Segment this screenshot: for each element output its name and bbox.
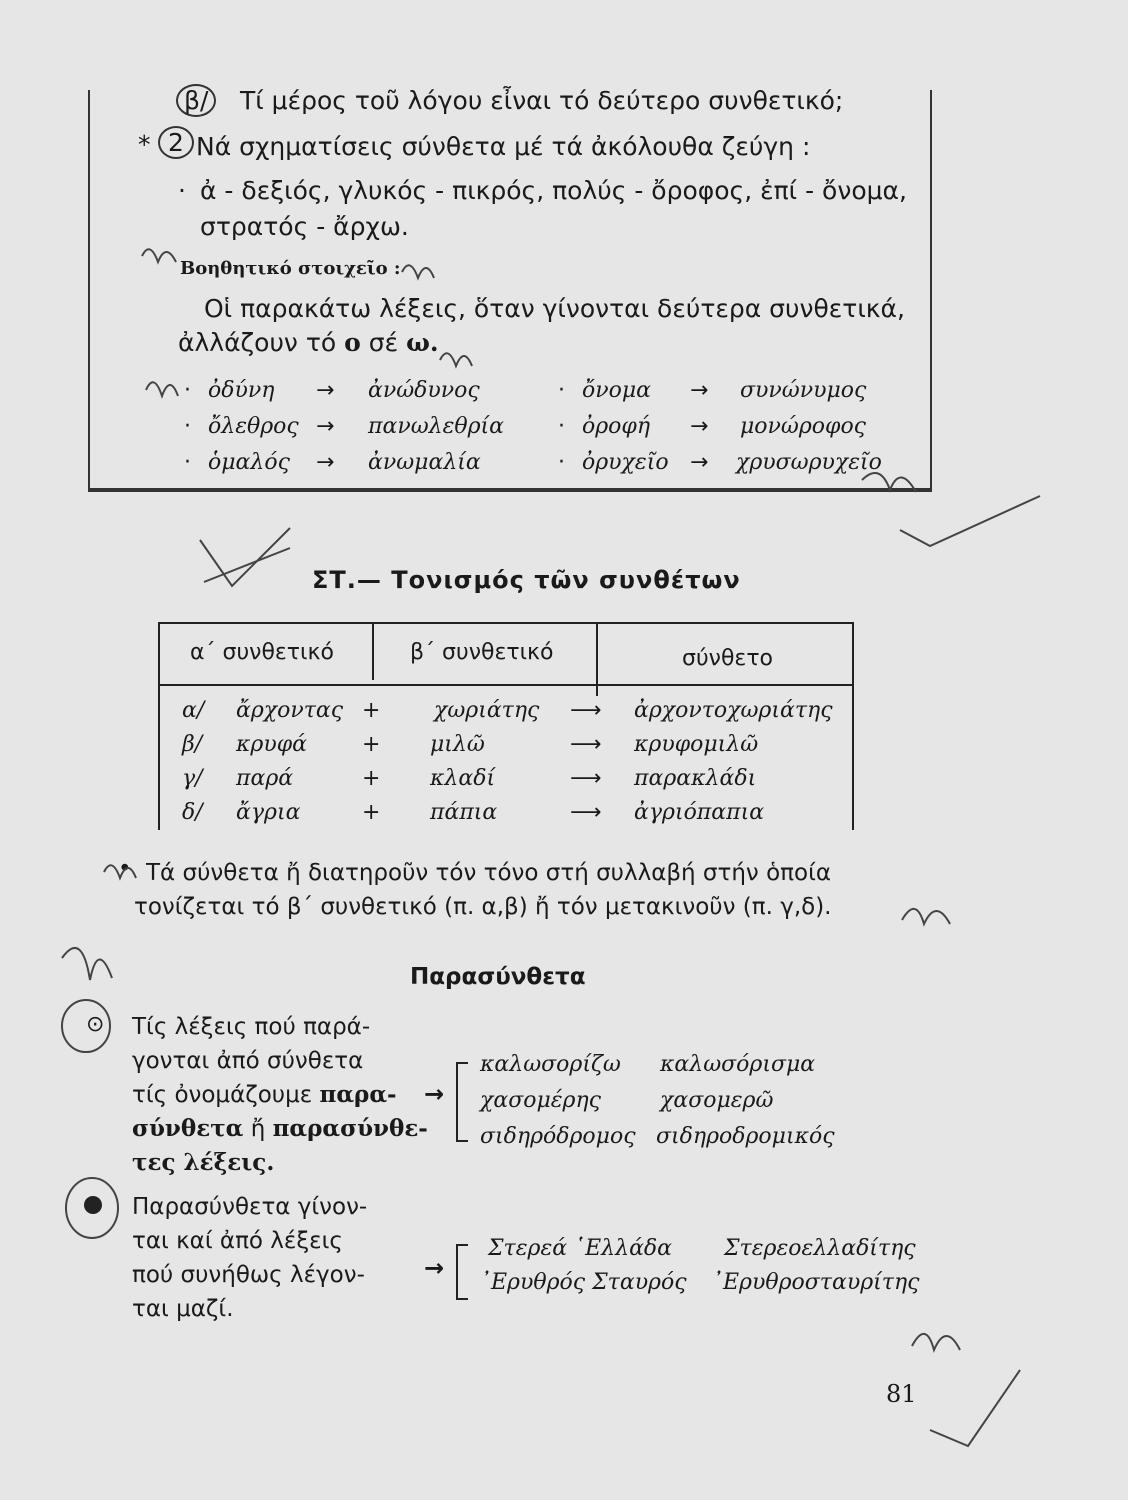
first-component: κρυφά [236, 732, 307, 757]
vocab-bullet: · [558, 378, 565, 403]
subsection-title: Παρασύνθετα [410, 964, 586, 990]
compound-word: ἀγριόπαπια [634, 800, 765, 825]
help-label: Βοηθητικό στοιχεῖο : [180, 258, 401, 279]
vocab-result: ἀνώδυνος [368, 378, 480, 403]
vocab-result: πανωλεθρία [368, 414, 505, 439]
circle-mark-icon [66, 1178, 118, 1238]
example-derived: Στερεοελλαδίτης [724, 1236, 916, 1261]
definition-line: τίς ὀνομάζουμε παρα- [132, 1081, 397, 1108]
example-word: χασομέρης [480, 1088, 601, 1113]
first-component: παρά [236, 766, 294, 791]
second-component: μιλῶ [430, 732, 485, 757]
vocab-bullet: · [558, 414, 565, 439]
table-header: σύνθετο [682, 646, 774, 671]
checkmark-icon [930, 1370, 1020, 1446]
vocab-arrow: → [690, 378, 709, 403]
example-derived: ᾿Ερυθροσταυρίτης [712, 1270, 920, 1295]
definition-line: γονται ἀπό σύνθετα [132, 1048, 364, 1074]
second-component: κλαδί [430, 766, 496, 791]
first-component: ἄγρια [236, 800, 301, 825]
example-derived: καλωσόρισμα [660, 1052, 816, 1077]
arrow-icon: → [424, 1254, 445, 1282]
handwritten-mark-icon [104, 865, 136, 878]
row-label: γ/ [182, 766, 203, 791]
question-2-bullet: · [178, 176, 186, 205]
circled-dot-icon: ⊙ [86, 1012, 105, 1037]
checkmark-icon [900, 496, 1040, 546]
example-derived: χασομερῶ [660, 1088, 774, 1113]
vocab-arrow: → [316, 378, 335, 403]
definition-line: τες λέξεις. [132, 1149, 275, 1176]
vocab-bullet: · [558, 450, 565, 475]
definition-line: Παρασύνθετα γίνον- [132, 1194, 368, 1220]
handwritten-mark-icon [146, 382, 178, 396]
example-word: σιδηρόδρομος [480, 1124, 636, 1149]
vocab-source: ὀροφή [582, 414, 651, 439]
table-header: β΄ συνθετικό [410, 640, 554, 665]
question-b-text: Τί μέρος τοῦ λόγου εἶναι τό δεύτερο συνθετικό; [240, 86, 844, 115]
help-text-line1: Οἱ παρακάτω λέξεις, ὅταν γίνονται δεύτερα συνθετικά, [204, 294, 905, 323]
accent-rule-line2: τονίζεται τό β΄ συνθετικό (π. α,β) ἤ τόν μετακινοῦν (π. γ,δ). [134, 894, 832, 920]
vocab-source: ὄλεθρος [208, 414, 299, 439]
example-word: καλωσορίζω [480, 1052, 621, 1077]
result-arrow: ⟶ [570, 766, 602, 791]
second-component: χωριάτης [434, 698, 540, 723]
second-component: πάπια [430, 800, 498, 825]
row-label: δ/ [182, 800, 203, 825]
plus-sign: + [362, 766, 381, 791]
vocab-source: ὀδύνη [208, 378, 275, 403]
question-2-text: Νά σχηματίσεις σύνθετα μέ τά ἀκόλουθα ζεύγη : [196, 132, 811, 161]
page-number: 81 [886, 1380, 917, 1408]
vocab-source: ὀρυχεῖο [582, 450, 669, 475]
plus-sign: + [362, 800, 381, 825]
example-word: ᾿Ερυθρός Σταυρός [480, 1270, 687, 1295]
handwritten-mark-icon [142, 249, 176, 262]
handwritten-mark-icon [440, 353, 472, 366]
table-header: α΄ συνθετικό [190, 640, 334, 665]
compound-word: παρακλάδι [634, 766, 757, 791]
definition-line: σύνθετα ἤ παρασύνθε- [132, 1115, 428, 1142]
vocab-source: ὄνομα [582, 378, 652, 403]
plus-sign: + [362, 698, 381, 723]
vocab-result: ἀνωμαλία [368, 450, 481, 475]
question-2-pairs-line1: ἀ - δεξιός, γλυκός - πικρός, πολύς - ὄροφος, ἐπί - ὄνομα, [200, 176, 907, 205]
question-b-label: β/ [176, 84, 216, 117]
vocab-result: χρυσωρυχεῖο [736, 450, 882, 475]
section-title: ΣΤ.— Τονισμός τῶν συνθέτων [312, 566, 741, 594]
vocab-result: συνώνυμος [740, 378, 867, 403]
result-arrow: ⟶ [570, 732, 602, 757]
handwritten-mark-icon [862, 473, 916, 492]
question-2-number: 2 [158, 126, 194, 159]
definition-line: πού συνήθως λέγον- [132, 1262, 365, 1288]
handwritten-mark-icon [62, 948, 112, 980]
definition-line: ται καί ἀπό λέξεις [132, 1228, 343, 1254]
compound-word: ἀρχοντοχωριάτης [634, 698, 833, 723]
vocab-arrow: → [690, 414, 709, 439]
help-text-line2: ἀλλάζουν τό ο σέ ω. [178, 328, 439, 357]
row-label: β/ [182, 732, 203, 757]
example-word: Στερεά ῾Ελλάδα [488, 1236, 673, 1261]
first-component: ἄρχοντας [236, 698, 344, 723]
result-arrow: ⟶ [570, 800, 602, 825]
vocab-result: μονώροφος [740, 414, 867, 439]
vocab-arrow: → [316, 414, 335, 439]
plus-sign: + [362, 732, 381, 757]
vocab-arrow: → [316, 450, 335, 475]
question-2-star: * [138, 130, 151, 159]
arrow-icon: → [424, 1080, 445, 1108]
vocab-source: ὁμαλός [208, 450, 290, 475]
vocab-bullet: · [184, 450, 191, 475]
definition-line: ται μαζί. [132, 1296, 234, 1322]
question-2-pairs-line2: στρατός - ἄρχω. [200, 212, 409, 241]
handwritten-mark-icon [902, 909, 950, 924]
vocab-bullet: · [184, 414, 191, 439]
example-derived: σιδηροδρομικός [656, 1124, 835, 1149]
circle-mark-icon [62, 1000, 110, 1052]
accent-rule-line1: Τά σύνθετα ἤ διατηροῦν τόν τόνο στή συλλαβή στήν ὁποία [146, 860, 832, 886]
definition-line: Τίς λέξεις πού παρά- [132, 1014, 371, 1040]
result-arrow: ⟶ [570, 698, 602, 723]
rule-bullet: • [118, 856, 132, 882]
compound-word: κρυφομιλῶ [634, 732, 759, 757]
row-label: α/ [182, 698, 205, 723]
handwritten-mark-icon [912, 1334, 960, 1350]
vocab-bullet: · [184, 378, 191, 403]
vocab-arrow: → [690, 450, 709, 475]
handwritten-mark-icon [402, 265, 434, 278]
